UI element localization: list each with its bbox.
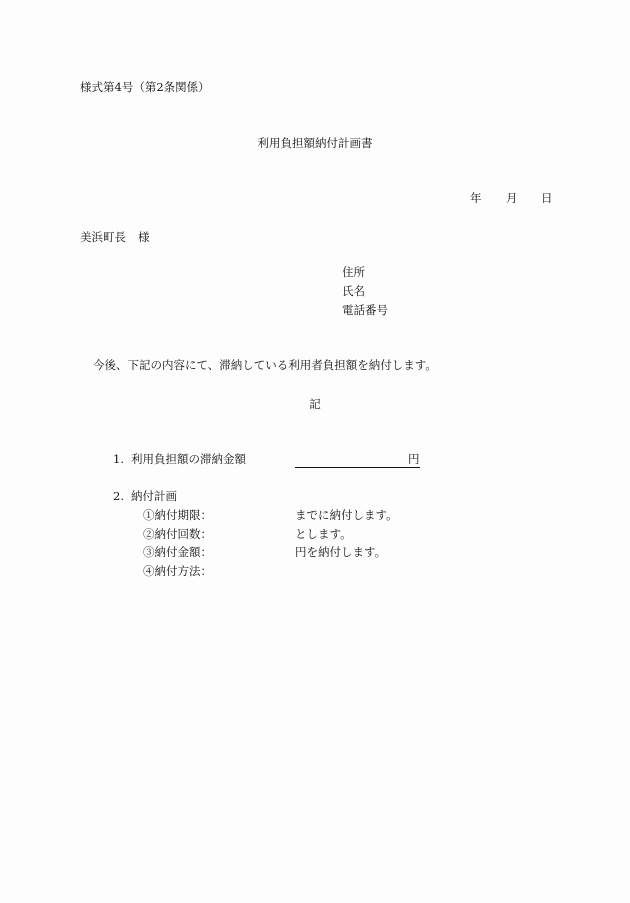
- arrears-amount-field[interactable]: [295, 454, 420, 468]
- addressee-name: 美浜町長: [80, 230, 126, 244]
- addressee-honorific: 様: [138, 230, 150, 244]
- date-year: 年: [470, 191, 482, 205]
- ki-heading: 記: [309, 397, 321, 411]
- applicant-address-label: 住所: [342, 265, 365, 279]
- document-title: 利用負担額納付計画書: [257, 136, 373, 150]
- date-month: 月: [506, 191, 518, 205]
- item1-label: [113, 454, 246, 466]
- plan-row-label: ④納付方法：: [143, 564, 212, 578]
- plan-row-value: とします。: [295, 527, 352, 541]
- item2-text: 納付計画: [131, 489, 177, 503]
- addressee: [80, 232, 150, 244]
- plan-row-label: ③納付金額：: [143, 545, 212, 559]
- applicant-name-label: 氏名: [342, 284, 365, 298]
- item2-number: 2.: [113, 489, 124, 503]
- plan-row-value: までに納付します。: [295, 508, 398, 522]
- intro-statement: 今後、下記の内容にて、滞納している利用者負担額を納付します。: [93, 358, 437, 372]
- plan-row-label: ②納付回数：: [143, 527, 212, 541]
- form-number: 様式第4号（第2条関係）: [80, 80, 210, 94]
- item1-text: 利用負担額の滞納金額: [131, 452, 246, 466]
- amount-unit: 円: [408, 452, 420, 466]
- item2-label: [113, 491, 177, 503]
- plan-row-label: ①納付期限：: [143, 508, 212, 522]
- date-day: 日: [541, 191, 553, 205]
- plan-row-value: 円を納付します。: [295, 545, 387, 559]
- applicant-phone-label: 電話番号: [342, 303, 388, 317]
- item1-number: 1.: [113, 452, 124, 466]
